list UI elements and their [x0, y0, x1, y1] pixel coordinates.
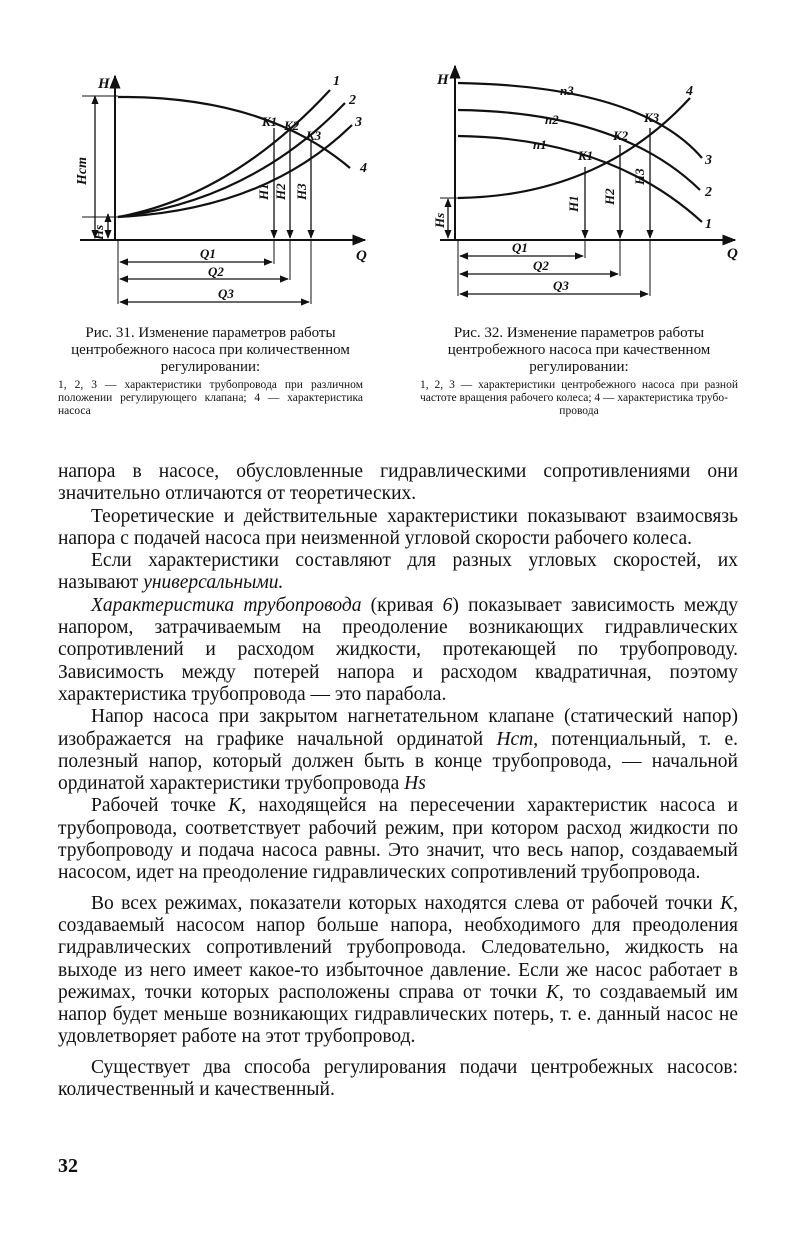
figure-31	[55, 68, 385, 318]
label-curve-2: 2	[705, 185, 712, 200]
label-h2: H2	[602, 188, 617, 205]
label-q2: Q2	[208, 264, 224, 279]
label-n3: n3	[560, 83, 574, 98]
label-curve-1: 1	[705, 217, 712, 232]
label-q: Q	[727, 246, 738, 262]
label-q3: Q3	[553, 278, 569, 293]
label-q: Q	[356, 248, 367, 264]
label-q1: Q1	[512, 240, 528, 255]
label-curve-4: 4	[686, 84, 693, 99]
label-curve-4: 4	[360, 161, 367, 176]
body-text	[58, 461, 738, 1101]
figure-32-legend-end: провода	[559, 405, 599, 417]
label-h: H	[437, 72, 449, 88]
label-hst: Hст	[75, 157, 90, 185]
label-h2: H2	[273, 183, 288, 200]
label-hs: Hs	[432, 212, 447, 228]
label-k3: K3	[306, 128, 322, 143]
paragraph-6: Рабочей точке K, находящейся на пересечении характеристик насоса и трубопровода, соответствует рабочий режим, при котором расход жидкости по трубопроводу и подача насоса равны. Это значит, что весь напор, создаваемый насосом, идет на преодоление гидравлических сопротивлений трубопровода.	[58, 795, 738, 884]
paragraph-5: Напор насоса при закрытом нагнетательном клапане (статический напор) изображается на графике начальной ординатой Hст, потенциальный, т. е. полезный напор, который должен быть в конце трубопровода, — начальной ординатой характеристики трубопровода Hs	[58, 706, 738, 795]
label-n1: n1	[533, 137, 547, 152]
label-h1: H1	[256, 183, 271, 200]
label-curve-3: 3	[705, 153, 712, 168]
page-number: 32	[58, 1155, 78, 1177]
label-h1: H1	[566, 195, 581, 212]
figure-31-graph	[55, 68, 385, 318]
label-k1: K1	[262, 114, 278, 129]
paragraph-4: Характеристика трубопровода (кривая 6) показывает зависимость между напором, затрачиваемым на преодоление возникающих гидравлических сопротивлений и расходом жидкости, протекающей по трубопроводу. Зависимость между потерей напора и расходом квадратичная, поэтому характеристика трубопровода — это парабола.	[58, 594, 738, 705]
figure-32	[420, 60, 755, 310]
figure-32-legend	[420, 379, 738, 418]
paragraph-1: напора в насосе, обусловленные гидравлическими сопротивлениями они значительно отличаются от теоретических.	[58, 461, 738, 505]
label-q3: Q3	[218, 286, 234, 301]
label-h3: H3	[632, 168, 647, 185]
label-q1: Q1	[200, 246, 216, 261]
figure-32-graph	[420, 60, 755, 310]
label-k2: K2	[284, 118, 300, 133]
paragraph-3: Если характеристики составляют для разных угловых скоростей, их называют универсальными.	[58, 550, 738, 594]
pump-curve-n3	[458, 83, 702, 158]
label-k1: K1	[578, 148, 594, 163]
figure-31-caption: Рис. 31. Изменение параметров работы центробежного насоса при количественном регулировании:	[71, 325, 350, 375]
figure-32-caption: Рис. 32. Изменение параметров работы центробежного насоса при качественном регулировании:	[447, 325, 711, 375]
term-pipeline-characteristic: Характеристика трубопровода	[91, 594, 362, 616]
figure-32-legend-main: 1, 2, 3 — характеристики центробежного насоса при разной частоте вращения рабочего колеса; 4 — характеристика трубо-	[420, 379, 738, 404]
paragraph-2: Теоретические и действительные характеристики показывают взаимосвязь напора с подачей насоса при неизменной угловой скорости рабочего колеса.	[58, 505, 738, 549]
label-curve-2: 2	[349, 93, 356, 108]
label-k3: K3	[644, 110, 660, 125]
label-hs: Hs	[91, 224, 106, 240]
figure-31-legend: 1, 2, 3 — характеристики трубопровода при различном положении регулирующего клапана; 4 — характеристика насоса	[58, 379, 363, 417]
paragraph-8: Существует два способа регулирования подачи центробежных насосов: количественный и качественный.	[58, 1056, 738, 1101]
label-k2: K2	[613, 128, 629, 143]
term-universal: универсальными.	[143, 572, 284, 594]
label-q2: Q2	[533, 258, 549, 273]
label-curve-1: 1	[333, 74, 340, 89]
label-h3: H3	[294, 183, 309, 200]
paragraph-7: Во всех режимах, показатели которых находятся слева от рабочей точки K, создаваемый насосом напор больше напора, необходимого для преодоления гидравлических сопротивлений трубопровода. Следовательно, жидкость на выходе из него имеет какое-то избыточное давление. Если же насос работает в режимах, точки которых расположены справа от точки K, то создаваемый им напор будет меньше возникающих гидравлических потерь, т. е. данный насос не удовлетворяет работе на этот трубопровод.	[58, 892, 738, 1048]
label-h: H	[98, 76, 110, 92]
label-curve-3: 3	[355, 115, 362, 130]
label-n2: n2	[545, 112, 559, 127]
